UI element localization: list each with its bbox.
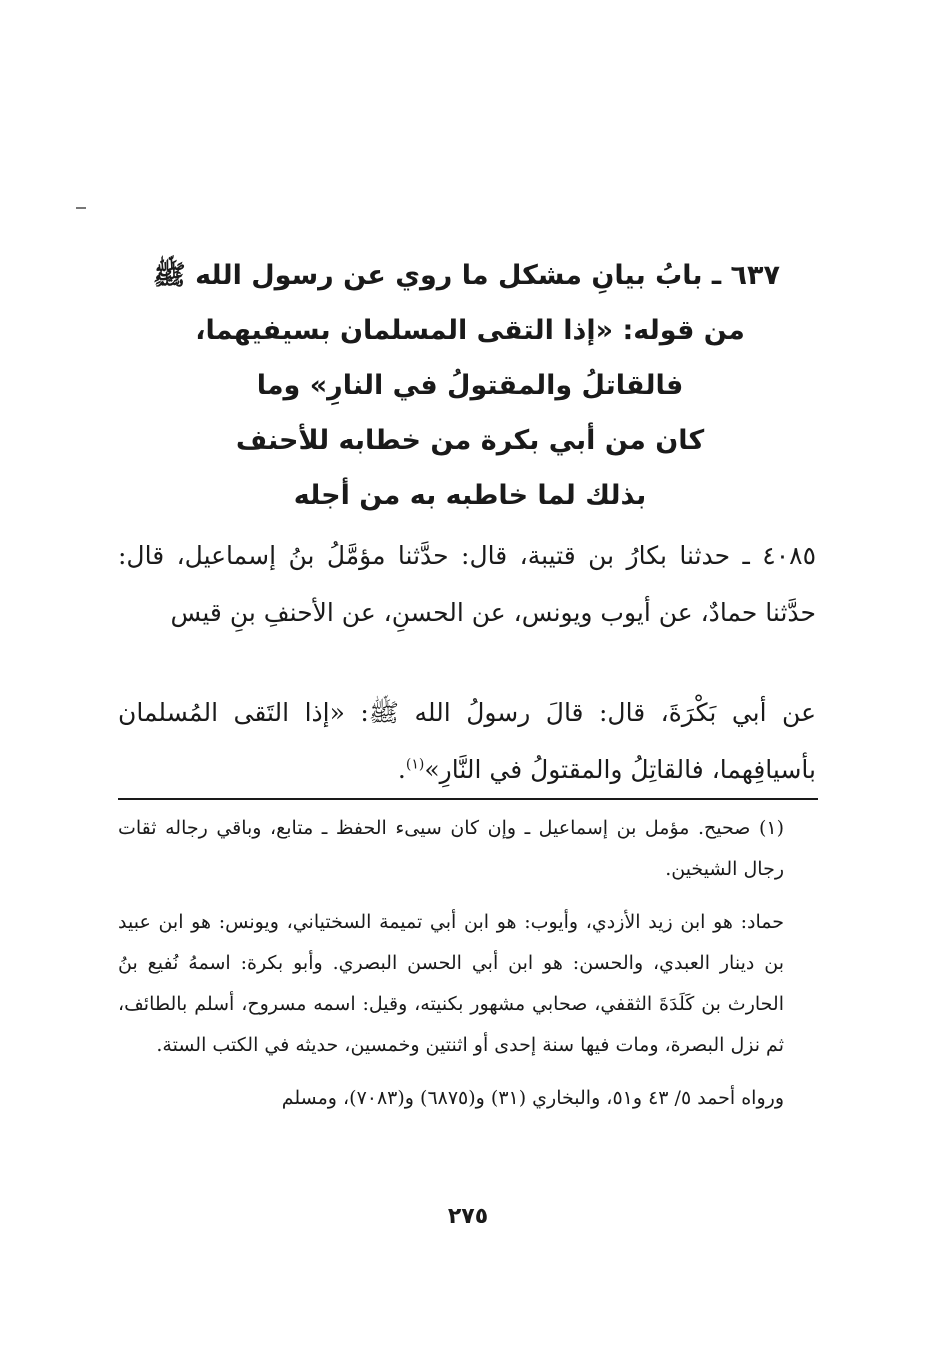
heading-line-4: كان من أبي بكرة من خطابه للأحنف xyxy=(235,425,705,456)
heading-line-3: فالقاتلُ والمقتولُ في النارِ» وما xyxy=(256,370,684,401)
hadith-matn-text: عن أبي بَكْرَةَ، قال: قالَ رسولُ الله ﷺ: «إذا التَقى المُسلمان بأسيافِهما، فالقاتِلُ والمقتولُ في النَّارِ» xyxy=(118,698,816,784)
page-number: ٢٧٥ xyxy=(447,1204,489,1229)
footnote-sources: ورواه أحمد ٥/ ٤٣ و٥١، والبخاري (٣١) و(٦٨٧٥) و(٧٠٨٣)، ومسلم xyxy=(281,1087,784,1109)
hadith-matn-end: . xyxy=(397,755,406,784)
footnote-reference[interactable]: (١) xyxy=(405,756,425,773)
footnote-divider xyxy=(118,798,818,800)
footnote-1: (١) صحيح. مؤمل بن إسماعيل ـ وإن كان سيىء الحفظ ـ متابع، وباقي رجاله ثقات رجال الشيخين. xyxy=(118,817,784,880)
footnote-narrators: حماد: هو ابن زيد الأزدي، وأيوب: هو ابن أبي تميمة السختياني، ويونس: هو ابن عبيد بن دينار العبدي، والحسن: هو ابن أبي الحسن البصري. وأبو بكرة: اسمهُ نُفيع بنُ الحارث بن كَلَدَةَ الثقفي، صحابي مشهور بكنيته، وقيل: اسمه مسروح، أسلم بالطائف، ثم نزل البصرة، ومات فيها سنة إحدى أو اثنتين وخمسين، حديثه في الكتب الستة. xyxy=(118,911,784,1056)
footnotes-section xyxy=(118,808,820,1131)
heading-line-2: من قوله: «إذا التقى المسلمان بسيفيهما، xyxy=(195,315,745,346)
hadith-matn xyxy=(118,684,858,798)
chapter-heading xyxy=(153,248,780,523)
heading-line-5: بذلك لما خاطبه به من أجله xyxy=(293,480,647,511)
margin-mark xyxy=(76,207,86,209)
hadith-isnad xyxy=(118,527,858,641)
hadith-isnad-text: ٤٠٨٥ ـ حدثنا بكارُ بن قتيبة، قال: حدَّثنا مؤمَّلُ بنُ إسماعيل، قال: حدَّثنا حمادٌ، عن أيوب ويونس، عن الحسنِ، عن الأحنفِ بنِ قيس xyxy=(118,541,816,627)
heading-line-1: ٦٣٧ ـ بابُ بيانِ مشكل ما روي عن رسول الله ﷺ xyxy=(153,260,780,291)
